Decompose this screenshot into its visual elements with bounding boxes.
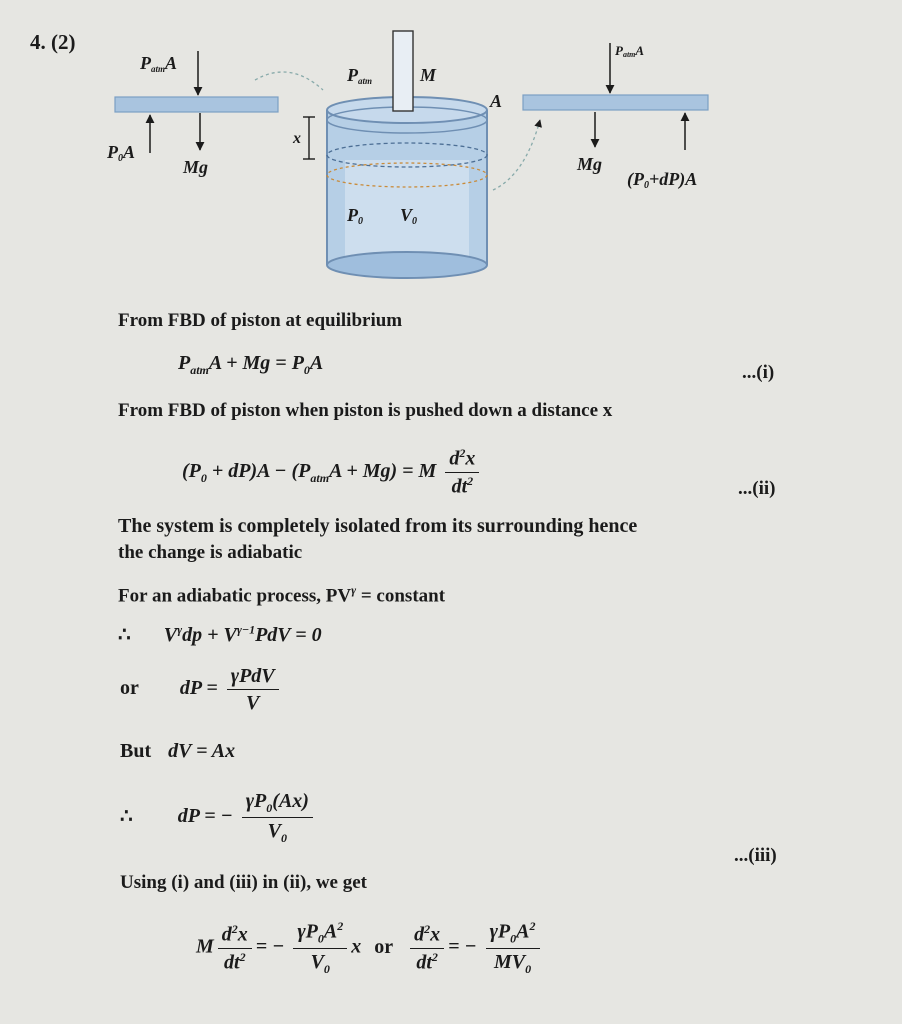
left-atm-force-label: PatmA — [140, 53, 178, 74]
displacement-label: x — [293, 130, 301, 147]
equation-dv: But dV = Ax — [120, 740, 236, 762]
right-connector-arrow — [493, 120, 540, 190]
equation-differential: ∴ $V^\gamma dp + V^{\gamma-1}PdV = 0$ — [118, 622, 322, 646]
text-line-adiabatic-process: For an adiabatic process, $PV^\gamma$ = constant — [118, 583, 446, 607]
right-piston-plate — [523, 95, 708, 110]
cylinder — [292, 31, 502, 278]
text-line-adiabatic: the change is adiabatic — [118, 542, 303, 563]
question-number: 4. (2) — [30, 30, 76, 54]
text-line-isolated: The system is completely isolated from its surrounding hence — [118, 515, 638, 537]
right-atm-force-label: PatmA — [615, 43, 645, 59]
piston-rod — [393, 31, 413, 111]
gas-volume-label: V0 — [400, 205, 418, 227]
left-p0-force-label: P0A — [107, 142, 136, 164]
equation-3: ∴ dP = − $\frac{\gamma P_0(Ax)}{V_0}$ — [120, 790, 317, 845]
cylinder-atm-label: Patm — [347, 65, 373, 86]
equation-1: $P_{atm}A + Mg = P_0A$ — [178, 352, 324, 377]
left-mg-label: Mg — [183, 157, 209, 177]
text-line-using: Using (i) and (iii) in (ii), we get — [120, 872, 367, 893]
therefore-symbol-1: ∴ — [118, 624, 131, 646]
mass-label: M — [420, 65, 437, 85]
left-fbd — [106, 51, 278, 177]
or-word: or — [374, 935, 394, 958]
equation-tag-1: ...(i) — [742, 362, 775, 383]
therefore-symbol-2: ∴ — [120, 805, 133, 828]
equation-final: M $\frac{d^2x}{dt^2}$ = − $\frac{\gamma P_0A^2}{V_0}$ x or $\frac{d^2x}{dt^2}$ = − $\frac{\gamma P_0A^2}{MV_0}$ — [196, 920, 544, 976]
adiabatic-process-text: For an adiabatic process, PV — [118, 585, 352, 607]
right-p0dp-force-label: (P0+dP)A — [627, 169, 698, 191]
adiabatic-constant-text: = constant — [356, 585, 446, 607]
text-line-pushed-down: From FBD of piston when piston is pushed down a distance x — [118, 400, 613, 421]
left-connector-arrow — [255, 72, 323, 90]
gas-pressure-label: P0 — [347, 205, 363, 227]
but-prefix: But — [120, 740, 152, 762]
equation-tag-2: ...(ii) — [738, 478, 776, 499]
equation-2: $(P_0 + dP)A - (P_{atm}A + Mg) = M$ $\frac{d^2x}{dt^2}$ — [182, 447, 483, 497]
right-fbd — [523, 43, 708, 191]
piston-cylinder-figure — [95, 25, 755, 295]
area-label: A — [490, 91, 503, 111]
text-line-equilibrium: From FBD of piston at equilibrium — [118, 310, 403, 331]
equation-tag-3: ...(iii) — [734, 845, 777, 866]
equation-dp: or dP = $\frac{\text{γPdV}}{V}$ — [120, 665, 283, 714]
right-mg-label: Mg — [577, 154, 603, 174]
or-prefix: or — [120, 677, 139, 700]
left-piston-plate — [115, 97, 278, 112]
cylinder-base — [327, 252, 487, 278]
